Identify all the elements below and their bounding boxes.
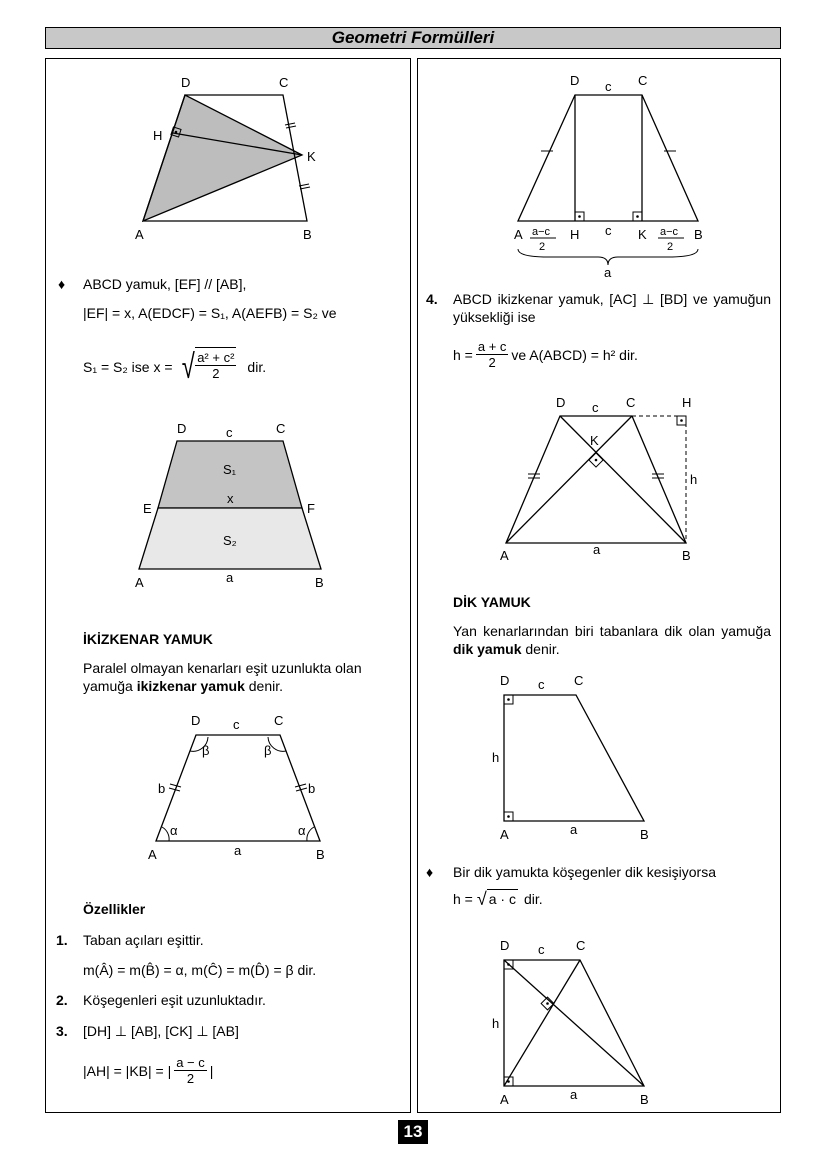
label-H: H (682, 395, 692, 410)
right-trapezoid-desc-pre: Yan kenarlarından biri tabanlara dik olan yamuğa (453, 623, 771, 639)
prop3-formula-pre: |AH| = |KB| = | (83, 1062, 172, 1079)
label-a: a (604, 265, 612, 280)
figure-trapezoid-split (131, 419, 331, 594)
label-D: D (500, 673, 510, 688)
label-c: c (233, 717, 240, 732)
label-B: B (316, 847, 325, 862)
label-beta-left: β (202, 743, 210, 758)
item4-number: 4. (426, 291, 438, 307)
label-A: A (500, 827, 509, 842)
label-A: A (148, 847, 157, 862)
item4-denominator: 2 (488, 355, 496, 370)
bullet1-line1: ABCD yamuk, [EF] // [AB], (83, 276, 247, 292)
label-C: C (276, 421, 286, 436)
prop3-formula-post: | (209, 1062, 214, 1079)
item4-formula-post: ve A(ABCD) = h² dir. (511, 346, 638, 363)
figure-isosceles-heights (508, 71, 718, 280)
label-C: C (626, 395, 636, 410)
label-K: K (590, 433, 599, 448)
isosceles-desc-pre: Paralel olmayan kenarları eşit uzunlukta olan yamuğa (83, 660, 362, 694)
label-alpha-left: α (170, 823, 178, 838)
bullet-marker: ♦ (426, 864, 434, 880)
label-frac-left-den: 2 (539, 241, 546, 253)
label-K: K (307, 149, 316, 164)
right-trapezoid-heading: DİK YAMUK (453, 594, 531, 610)
label-D: D (191, 713, 201, 728)
page-number: 13 (398, 1120, 428, 1144)
label-B: B (303, 227, 312, 242)
figure-isosceles-trapezoid (146, 709, 336, 869)
label-E: E (143, 501, 152, 516)
label-D: D (570, 73, 580, 88)
figure-perpendicular-diagonals (498, 394, 708, 569)
prop1-formula: m(Â) = m(B̂) = α, m(Ĉ) = m(D̂) = β dir. (83, 962, 317, 978)
prop3-number: 3. (56, 1023, 68, 1039)
prop1-text: Taban açıları eşittir. (83, 932, 204, 948)
label-beta-right: β (264, 743, 272, 758)
right-trapezoid-desc (453, 622, 771, 658)
prop3-text: [DH] ⊥ [AB], [CK] ⊥ [AB] (83, 1023, 239, 1039)
item4-formula (453, 339, 638, 370)
label-frac-right-num: a−c (660, 226, 679, 238)
label-D: D (181, 75, 191, 90)
label-B: B (640, 827, 649, 842)
label-H: H (153, 128, 163, 143)
label-c: c (538, 677, 545, 692)
label-A: A (135, 227, 144, 242)
page-banner: Geometri Formülleri (45, 27, 781, 49)
label-b-right: b (308, 781, 316, 796)
right-column (417, 58, 781, 1113)
prop2-text: Köşegenleri eşit uzunluktadır. (83, 992, 266, 1008)
label-a: a (593, 542, 601, 557)
label-x: x (227, 491, 234, 506)
label-A: A (500, 548, 509, 563)
figure-trapezoid-shaded (131, 73, 331, 243)
item4-numerator: a + c (477, 339, 507, 354)
label-C: C (576, 938, 586, 953)
label-b-left: b (158, 781, 166, 796)
bullet2-radicand: a · c (488, 891, 516, 907)
right-trapezoid-desc-bold: dik yamuk (453, 641, 522, 657)
prop2-number: 2. (56, 992, 68, 1008)
bullet1-formula: S₁ = S₂ ise x = √ $\frac{\text{a² + c²}}{2}$ dir. (83, 348, 267, 386)
label-C: C (274, 713, 284, 728)
label-C: C (638, 73, 648, 88)
bullet2-formula-pre: h = (453, 890, 473, 907)
bullet2-formula-post: dir. (523, 890, 543, 907)
isosceles-desc-post: denir. (248, 678, 284, 694)
label-c-top: c (605, 79, 612, 94)
item4-formula-pre: h = (453, 346, 473, 363)
properties-heading: Özellikler (83, 901, 146, 917)
bullet2-text: Bir dik yamukta köşegenler dik kesişiyorsa (453, 864, 716, 880)
label-A: A (500, 1092, 509, 1107)
label-a: a (570, 1087, 578, 1102)
label-c: c (538, 942, 545, 957)
label-B: B (694, 227, 703, 242)
prop3-denominator: 2 (186, 1071, 195, 1086)
label-A: A (514, 227, 523, 242)
label-K: K (638, 227, 647, 242)
label-S1: S₁ (223, 462, 237, 477)
figure-right-trapezoid (488, 671, 658, 846)
label-a: a (570, 822, 578, 837)
isosceles-heading: İKİZKENAR YAMUK (83, 631, 213, 647)
bullet1-formula-pre: S₁ = S₂ ise x = (83, 359, 173, 375)
figure-right-trapezoid-diagonals (488, 934, 658, 1107)
prop3-numerator: a − c (176, 1055, 205, 1070)
label-B: B (682, 548, 691, 563)
label-frac-right-den: 2 (667, 241, 674, 253)
label-D: D (500, 938, 510, 953)
label-B: B (640, 1092, 649, 1107)
label-C: C (574, 673, 584, 688)
label-C: C (279, 75, 289, 90)
isosceles-desc-bold: ikizkenar yamuk (136, 678, 245, 694)
label-D: D (556, 395, 566, 410)
label-alpha-right: α (298, 823, 306, 838)
item4-text: ABCD ikizkenar yamuk, [AC] ⊥ [BD] ve yamuğun yüksekliği ise (453, 291, 771, 325)
label-c: c (592, 400, 599, 415)
right-trapezoid-desc-post: denir. (525, 641, 560, 657)
bullet1-numerator: a² + c² (197, 350, 235, 365)
label-h: h (492, 750, 500, 765)
prop3-formula (83, 1055, 213, 1086)
label-a: a (226, 570, 234, 585)
label-D: D (177, 421, 187, 436)
bullet1-denominator: 2 (212, 366, 220, 381)
bullet1-formula-post: dir. (247, 359, 267, 375)
label-c-bottom: c (605, 223, 612, 238)
label-h: h (492, 1016, 500, 1031)
label-F: F (307, 501, 315, 516)
bullet2-formula: h = √ a · c dir. (453, 888, 543, 909)
label-H: H (570, 227, 580, 242)
label-A: A (135, 575, 144, 590)
left-column (45, 58, 411, 1113)
label-a: a (234, 843, 242, 858)
label-h: h (690, 472, 698, 487)
label-S2: S₂ (223, 533, 237, 548)
bullet1-line2: |EF| = x, A(EDCF) = S₁, A(AEFB) = S₂ ve (83, 305, 337, 321)
label-B: B (315, 575, 324, 590)
label-frac-left-num: a−c (532, 226, 551, 238)
isosceles-desc (83, 659, 405, 695)
prop1-number: 1. (56, 932, 68, 948)
bullet-marker: ♦ (58, 276, 66, 292)
label-c: c (226, 425, 233, 440)
